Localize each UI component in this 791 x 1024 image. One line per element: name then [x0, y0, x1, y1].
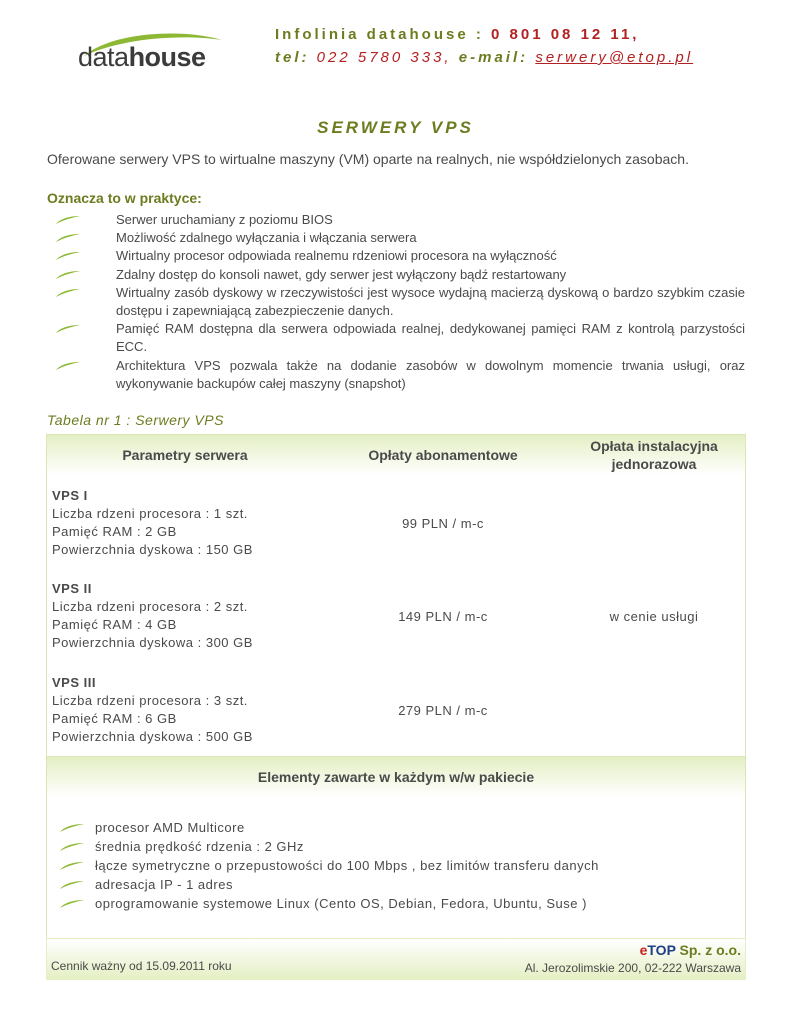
plan-spec: Liczba rdzeni procesora : 2 szt.: [52, 599, 248, 614]
green-swoosh-bullet-icon: [55, 361, 81, 371]
list-item: Serwer uruchamiany z poziomu BIOS: [55, 211, 745, 229]
plan-vps-3: [52, 674, 312, 746]
plan-spec: Pamięć RAM : 6 GB: [52, 711, 177, 726]
header-params: Parametry serwera: [122, 447, 248, 463]
plan-spec: Powierzchnia dyskowa : 300 GB: [52, 635, 253, 650]
green-swoosh-bullet-icon: [55, 270, 81, 280]
plan-price: 149 PLN / m-c: [398, 609, 488, 624]
list-item: Możliwość zdalnego wyłączania i włączania serwera: [55, 229, 745, 247]
email-link[interactable]: serwery@etop.pl: [535, 49, 694, 66]
datahouse-logo: [72, 30, 232, 80]
list-item: Wirtualny procesor odpowiada realnemu rdzeniowi procesora na wyłączność: [55, 247, 745, 265]
hotline-number[interactable]: 0 801 08 12 11: [491, 26, 633, 43]
footer: [46, 938, 746, 980]
list-item: Architektura VPS pozwala także na dodanie zasobów w dowolnym momencie trwania usługi, oraz wykonywanie backupów całej maszyny (snapshot): [55, 357, 745, 393]
included-elements-header: Elementy zawarte w każdym w/w pakiecie: [47, 757, 745, 797]
tel-email-line: tel: 022 5780 333, e-mail: serwery@etop.pl: [275, 49, 694, 66]
list-item: średnia prędkość rdzenia : 2 GHz: [59, 837, 599, 856]
plan-vps-2: [52, 580, 312, 652]
green-swoosh-bullet-icon: [55, 288, 81, 298]
plan-vps-1: [52, 487, 312, 559]
list-item: Pamięć RAM dostępna dla serwera odpowiada realnej, dedykowanej pamięci RAM z kontrolą parzystości ECC.: [55, 320, 745, 356]
plan-name: VPS III: [52, 675, 96, 690]
plan-spec: Liczba rdzeni procesora : 3 szt.: [52, 693, 248, 708]
list-item: Wirtualny zasób dyskowy w rzeczywistości jest wysoce wydajną macierzą dyskową o bardzo szybkim czasie dostępu i zapewniającą zabezpieczenie danych.: [55, 284, 745, 320]
green-swoosh-bullet-icon: [59, 842, 85, 852]
list-item: adresacja IP - 1 adres: [59, 875, 599, 894]
practice-list: [55, 211, 745, 393]
included-elements-list: [59, 818, 599, 913]
green-swoosh-bullet-icon: [59, 823, 85, 833]
installation-fee: w cenie usługi: [609, 609, 699, 624]
header-subscription: Opłaty abonamentowe: [368, 447, 518, 463]
company-address: Al. Jerozolimskie 200, 02-222 Warszawa: [524, 961, 741, 975]
plan-spec: Pamięć RAM : 2 GB: [52, 524, 177, 539]
plan-name: VPS II: [52, 581, 92, 596]
green-swoosh-bullet-icon: [55, 324, 81, 334]
vps-table: [46, 434, 746, 978]
green-swoosh-bullet-icon: [55, 251, 81, 261]
green-swoosh-bullet-icon: [59, 880, 85, 890]
intro-paragraph: Oferowane serwery VPS to wirtualne maszyny (VM) oparte na realnych, nie współdzielonych zasobach.: [47, 151, 689, 167]
contact-info: [275, 26, 693, 66]
plan-spec: Pamięć RAM : 4 GB: [52, 617, 177, 632]
hotline-line: Infolinia datahouse : 0 801 08 12 11,: [275, 26, 640, 43]
page-title: SERWERY VPS: [317, 118, 474, 137]
green-swoosh-bullet-icon: [59, 899, 85, 909]
plan-spec: Powierzchnia dyskowa : 150 GB: [52, 542, 253, 557]
plan-price: 279 PLN / m-c: [398, 703, 488, 718]
plan-price: 99 PLN / m-c: [402, 516, 484, 531]
price-validity: Cennik ważny od 15.09.2011 roku: [51, 959, 232, 973]
practice-heading: Oznacza to w praktyce:: [47, 190, 202, 206]
green-swoosh-bullet-icon: [59, 861, 85, 871]
plan-name: VPS I: [52, 488, 88, 503]
company-name: eTOP Sp. z o.o.: [639, 942, 741, 958]
table-header: [47, 435, 745, 475]
list-item: oprogramowanie systemowe Linux (Cento OS, Debian, Fedora, Ubuntu, Suse ): [59, 894, 599, 913]
list-item: łącze symetryczne o przepustowości do 100 Mbps , bez limitów transferu danych: [59, 856, 599, 875]
logo-text: datahouse: [78, 42, 206, 72]
header-installation: Opłata instalacyjna jednorazowa: [590, 438, 718, 472]
plan-spec: Liczba rdzeni procesora : 1 szt.: [52, 506, 248, 521]
green-swoosh-bullet-icon: [55, 215, 81, 225]
tel-number[interactable]: 022 5780 333,: [316, 49, 452, 66]
plan-spec: Powierzchnia dyskowa : 500 GB: [52, 729, 253, 744]
table-caption: Tabela nr 1 : Serwery VPS: [47, 412, 224, 428]
green-swoosh-bullet-icon: [55, 233, 81, 243]
list-item: Zdalny dostęp do konsoli nawet, gdy serwer jest wyłączony bądź restartowany: [55, 266, 745, 284]
list-item: procesor AMD Multicore: [59, 818, 599, 837]
